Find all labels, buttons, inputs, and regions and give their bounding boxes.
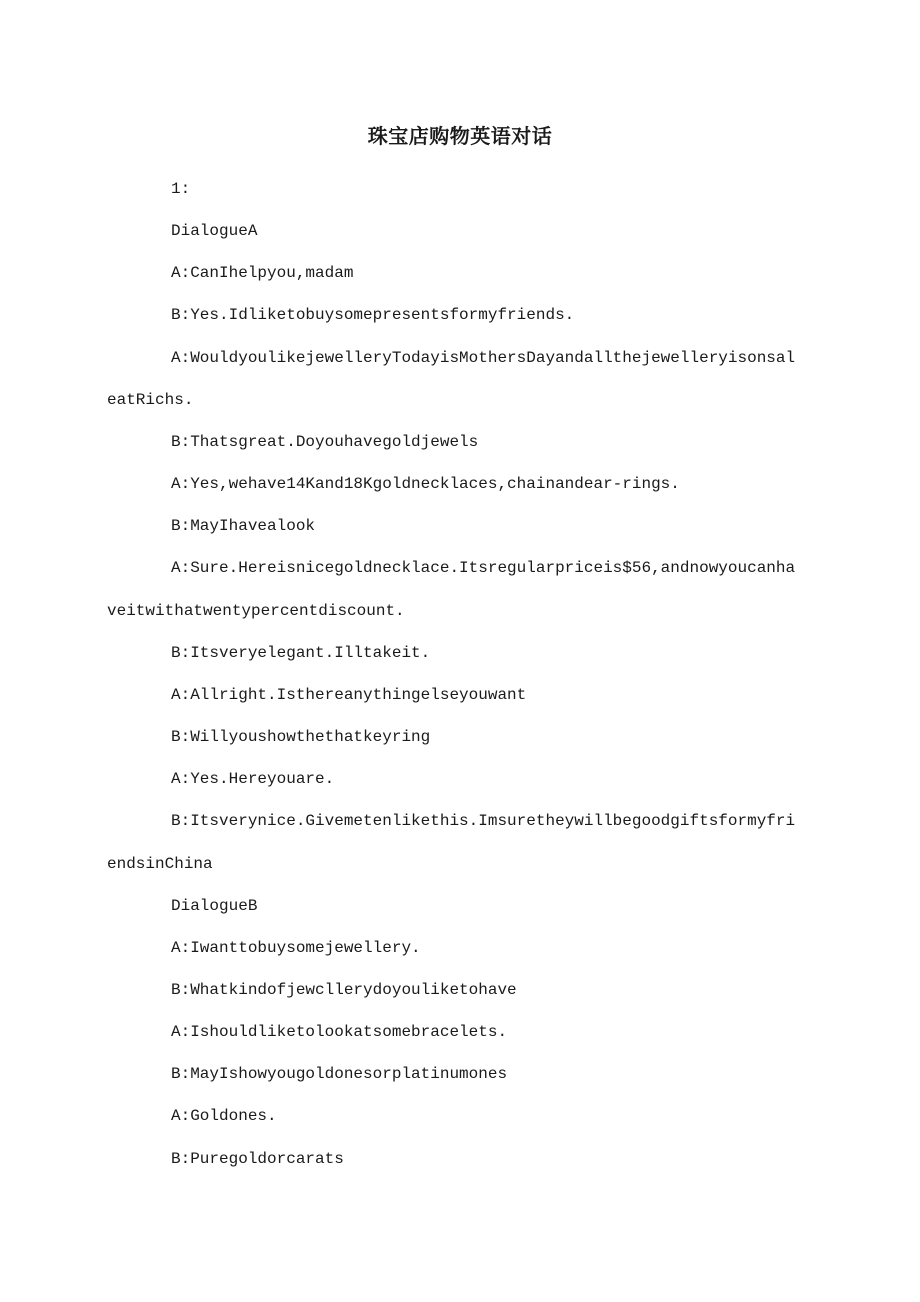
text-line: A:WouldyoulikejewelleryTodayisMothersDayandallthejewelleryisonsal: [171, 348, 796, 367]
dialogue-heading: [139, 210, 779, 252]
dialogue-line: [139, 1095, 779, 1137]
dialogue-line: [139, 927, 779, 969]
text-line: A:Sure.Hereisnicegoldnecklace.Itsregularpriceis$56,andnowyoucanha: [171, 559, 796, 578]
text-line-continuation: endsinChina: [107, 854, 213, 873]
dialogue-line: [139, 674, 779, 716]
dialogue-line: [139, 294, 779, 336]
text-line: B:Itsveryelegant.Illtakeit.: [171, 643, 431, 662]
page-title: 珠宝店购物英语对话: [367, 124, 553, 148]
dialogue-line: [139, 1138, 779, 1180]
text-line: A:CanIhelpyou,madam: [171, 264, 354, 283]
dialogue-line: [139, 505, 779, 547]
text-line: DialogueB: [171, 896, 258, 915]
text-line: 1:: [171, 180, 191, 198]
dialogue-line: [139, 421, 779, 463]
dialogue-line: [139, 632, 779, 674]
text-line: B:Whatkindofjewcllerydoyouliketohave: [171, 980, 517, 999]
text-line: B:Itsverynice.Givemetenlikethis.Imsuretheywillbegoodgiftsformyfri: [171, 812, 796, 831]
dialogue-line: [139, 716, 779, 758]
text-line: A:Goldones.: [171, 1107, 277, 1126]
text-line: DialogueA: [171, 222, 258, 241]
text-line: B:Puregoldorcarats: [171, 1149, 344, 1168]
section-number: [139, 168, 779, 210]
text-line: A:Iwanttobuysomejewellery.: [171, 938, 421, 957]
dialogue-line: [139, 758, 779, 800]
text-line: A:Yes,wehave14Kand18Kgoldnecklaces,chainandear-rings.: [171, 475, 680, 494]
dialogue-line: [107, 547, 796, 631]
dialogue-heading: [139, 885, 779, 927]
dialogue-line: [139, 1053, 779, 1095]
text-line: B:MayIshowyougoldonesorplatinumones: [171, 1065, 508, 1084]
text-line-continuation: eatRichs.: [107, 390, 194, 409]
dialogue-line: [107, 800, 796, 884]
dialogue-line: [139, 252, 779, 294]
dialogue-line: [107, 337, 796, 421]
text-line: B:MayIhavealook: [171, 517, 316, 536]
dialogue-body: [107, 168, 796, 1180]
text-line: A:Allright.Isthereanythingelseyouwant: [171, 685, 527, 704]
text-line: B:Thatsgreat.Doyouhavegoldjewels: [171, 432, 479, 451]
text-line: B:Willyoushowthethatkeyring: [171, 728, 431, 747]
text-line-continuation: veitwithatwentypercentdiscount.: [107, 601, 405, 620]
dialogue-line: [139, 1011, 779, 1053]
dialogue-line: [139, 463, 779, 505]
text-line: A:Ishouldliketolookatsomebracelets.: [171, 1023, 508, 1042]
text-line: B:Yes.Idliketobuysomepresentsformyfriends.: [171, 306, 575, 325]
dialogue-line: [139, 969, 779, 1011]
text-line: A:Yes.Hereyouare.: [171, 770, 335, 789]
